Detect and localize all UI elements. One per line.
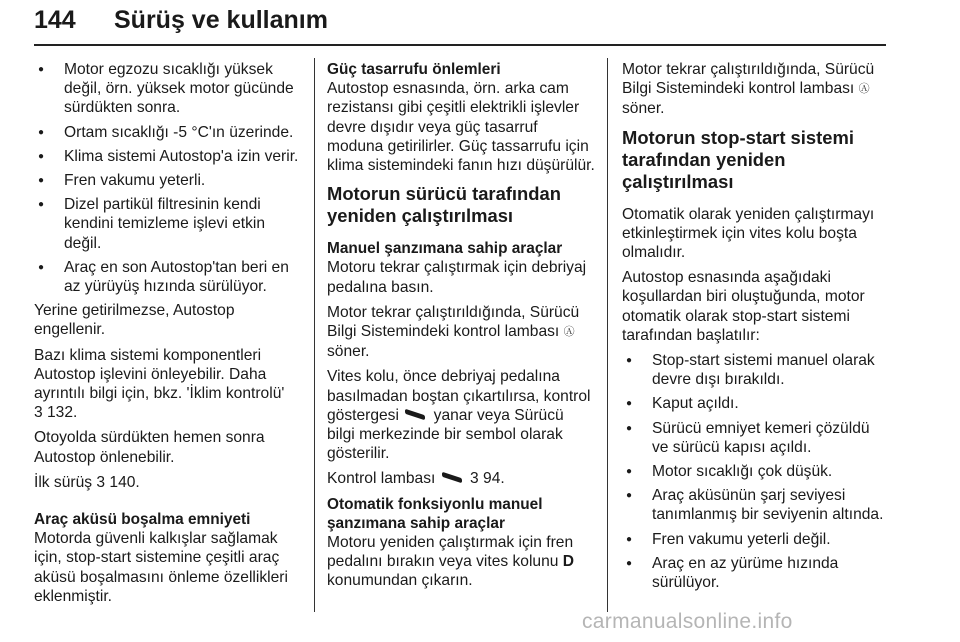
list-item: ● Kaput açıldı. bbox=[622, 394, 886, 413]
list-item: ● Araç en son Autostop'tan beri en az yürüyüş hızında sürülüyor. bbox=[34, 258, 300, 296]
section-heading: Güç tasarrufu önlemleri bbox=[327, 61, 501, 78]
autostop-icon: Ⓐ bbox=[858, 83, 870, 96]
shift-indicator-icon bbox=[403, 409, 429, 421]
paragraph: Motorda güvenli kalkışlar sağlamak için, stop-start sistemine çeşitli araç aküsü boşalmasını önleme özellikleri eklenmiştir. bbox=[34, 530, 288, 605]
column-1 bbox=[34, 60, 300, 612]
section-heading: Araç aküsü boşalma emniyeti bbox=[34, 511, 251, 529]
header-rule bbox=[34, 44, 886, 46]
column-divider-2 bbox=[607, 58, 608, 612]
paragraph-text: Motor tekrar çalıştırıldığında, Sürücü Bilgi Sistemindeki kontrol lambası bbox=[327, 303, 580, 341]
list-item: ● Motor sıcaklığı çok düşük. bbox=[622, 462, 886, 481]
paragraph: Otomatik olarak yeniden çalıştırmayı etkinleştirmek için vites kolu boşta olmalıdır. bbox=[622, 205, 875, 262]
gear-d-label: D bbox=[562, 553, 575, 571]
paragraph bbox=[327, 469, 595, 488]
paragraph: Yerine getirilmezse, Autostop engellenir. bbox=[34, 302, 235, 339]
list-item: ● Sürücü emniyet kemeri çözüldü ve sürücü kapısı açıldı. bbox=[622, 419, 886, 457]
section-heading: Otomatik fonksiyonlu manuel şanzımana sahip araçlar bbox=[327, 495, 543, 532]
list-item: ● Dizel partikül filtresinin kendi kendini temizleme işlevi etkin değil. bbox=[34, 195, 300, 253]
page-reference-link[interactable]: 3 94. bbox=[470, 470, 505, 488]
list-item: ● Stop-start sistemi manuel olarak devre dışı bırakıldı. bbox=[622, 351, 886, 389]
page-header bbox=[34, 0, 886, 46]
paragraph bbox=[327, 367, 595, 463]
paragraph-text: Vites kolu, önce debriyaj pedalına basılmadan boştan çıkartılırsa, kontrol göstergesi bbox=[327, 368, 591, 424]
paragraph-text: İlk sürüş bbox=[34, 473, 93, 491]
list-item: ● Araç en az yürüme hızında sürülüyor. bbox=[622, 554, 886, 592]
paragraph-text: konumundan çıkarın. bbox=[327, 572, 473, 590]
column-3 bbox=[622, 60, 886, 597]
list-item: ● Motor egzozu sıcaklığı yüksek değil, örn. yüksek motor gücünde sürdükten sonra. bbox=[34, 60, 300, 118]
shift-indicator-icon bbox=[440, 472, 466, 484]
section-title: Motorun sürücü tarafından yeniden çalıştırılması bbox=[327, 183, 561, 227]
autostop-icon: Ⓐ bbox=[563, 326, 575, 339]
paragraph-text: Motor tekrar çalıştırıldığında, Sürücü Bilgi Sistemindeki kontrol lambası bbox=[622, 61, 875, 98]
paragraph: Otoyolda sürdükten hemen sonra Autostop önlenebilir. bbox=[34, 429, 265, 466]
paragraph-text: Bazı klima sistemi komponentleri Autostop işlevini önleyebilir. Daha ayrıntılı bilgi için, bkz. 'İklim kontrolü' bbox=[34, 346, 285, 403]
paragraph bbox=[327, 533, 595, 591]
paragraph-text: Motoru yeniden çalıştırmak için fren pedalını bırakın veya vites kolunu bbox=[327, 534, 574, 571]
paragraph-text: yanar veya Sürücü bilgi merkezinde bir sembol olarak gösterilir. bbox=[327, 406, 564, 463]
paragraph bbox=[34, 473, 300, 492]
column-2 bbox=[327, 60, 595, 597]
page-reference-link[interactable]: 3 132. bbox=[34, 404, 78, 422]
paragraph-text: söner. bbox=[327, 343, 370, 361]
paragraph: Motoru tekrar çalıştırmak için debriyaj pedalına basın. bbox=[327, 259, 587, 296]
list-item: ● Fren vakumu yeterli. bbox=[34, 171, 300, 190]
list-item: ● Fren vakumu yeterli değil. bbox=[622, 530, 886, 549]
section-title: Motorun stop-start sistemi tarafından yeniden çalıştırılması bbox=[622, 126, 854, 192]
chapter-title: Sürüş ve kullanım bbox=[114, 6, 328, 34]
paragraph: Autostop esnasında aşağıdaki koşullardan biri oluştuğunda, motor otomatik olarak stop-start sistemi tarafından başlatılır: bbox=[622, 269, 865, 344]
page-reference-link[interactable]: 3 140. bbox=[96, 473, 140, 491]
paragraph: Autostop esnasında, örn. arka cam rezistansı gibi çeşitli elektrikli işlevler devre dışıdır veya güç tasarruf moduna getirilirler. Güç tassarrufu için klima sistemindeki fanın hızı düşürülür. bbox=[327, 80, 595, 175]
paragraph bbox=[34, 346, 300, 423]
section-heading: Manuel şanzımana sahip araçlar bbox=[327, 240, 563, 258]
paragraph bbox=[327, 303, 595, 362]
column-divider-1 bbox=[314, 58, 315, 612]
paragraph-text: söner. bbox=[622, 100, 665, 118]
list-item: ● Ortam sıcaklığı -5 °C'ın üzerinde. bbox=[34, 123, 300, 142]
page-number: 144 bbox=[34, 6, 76, 34]
paragraph bbox=[622, 60, 886, 119]
paragraph-text: Kontrol lambası bbox=[327, 470, 436, 488]
list-item: ● Klima sistemi Autostop'a izin verir. bbox=[34, 147, 300, 166]
watermark: carmanualsonline.info bbox=[582, 610, 793, 633]
list-item: ● Araç aküsünün şarj seviyesi tanımlanmış bir seviyenin altında. bbox=[622, 486, 886, 524]
